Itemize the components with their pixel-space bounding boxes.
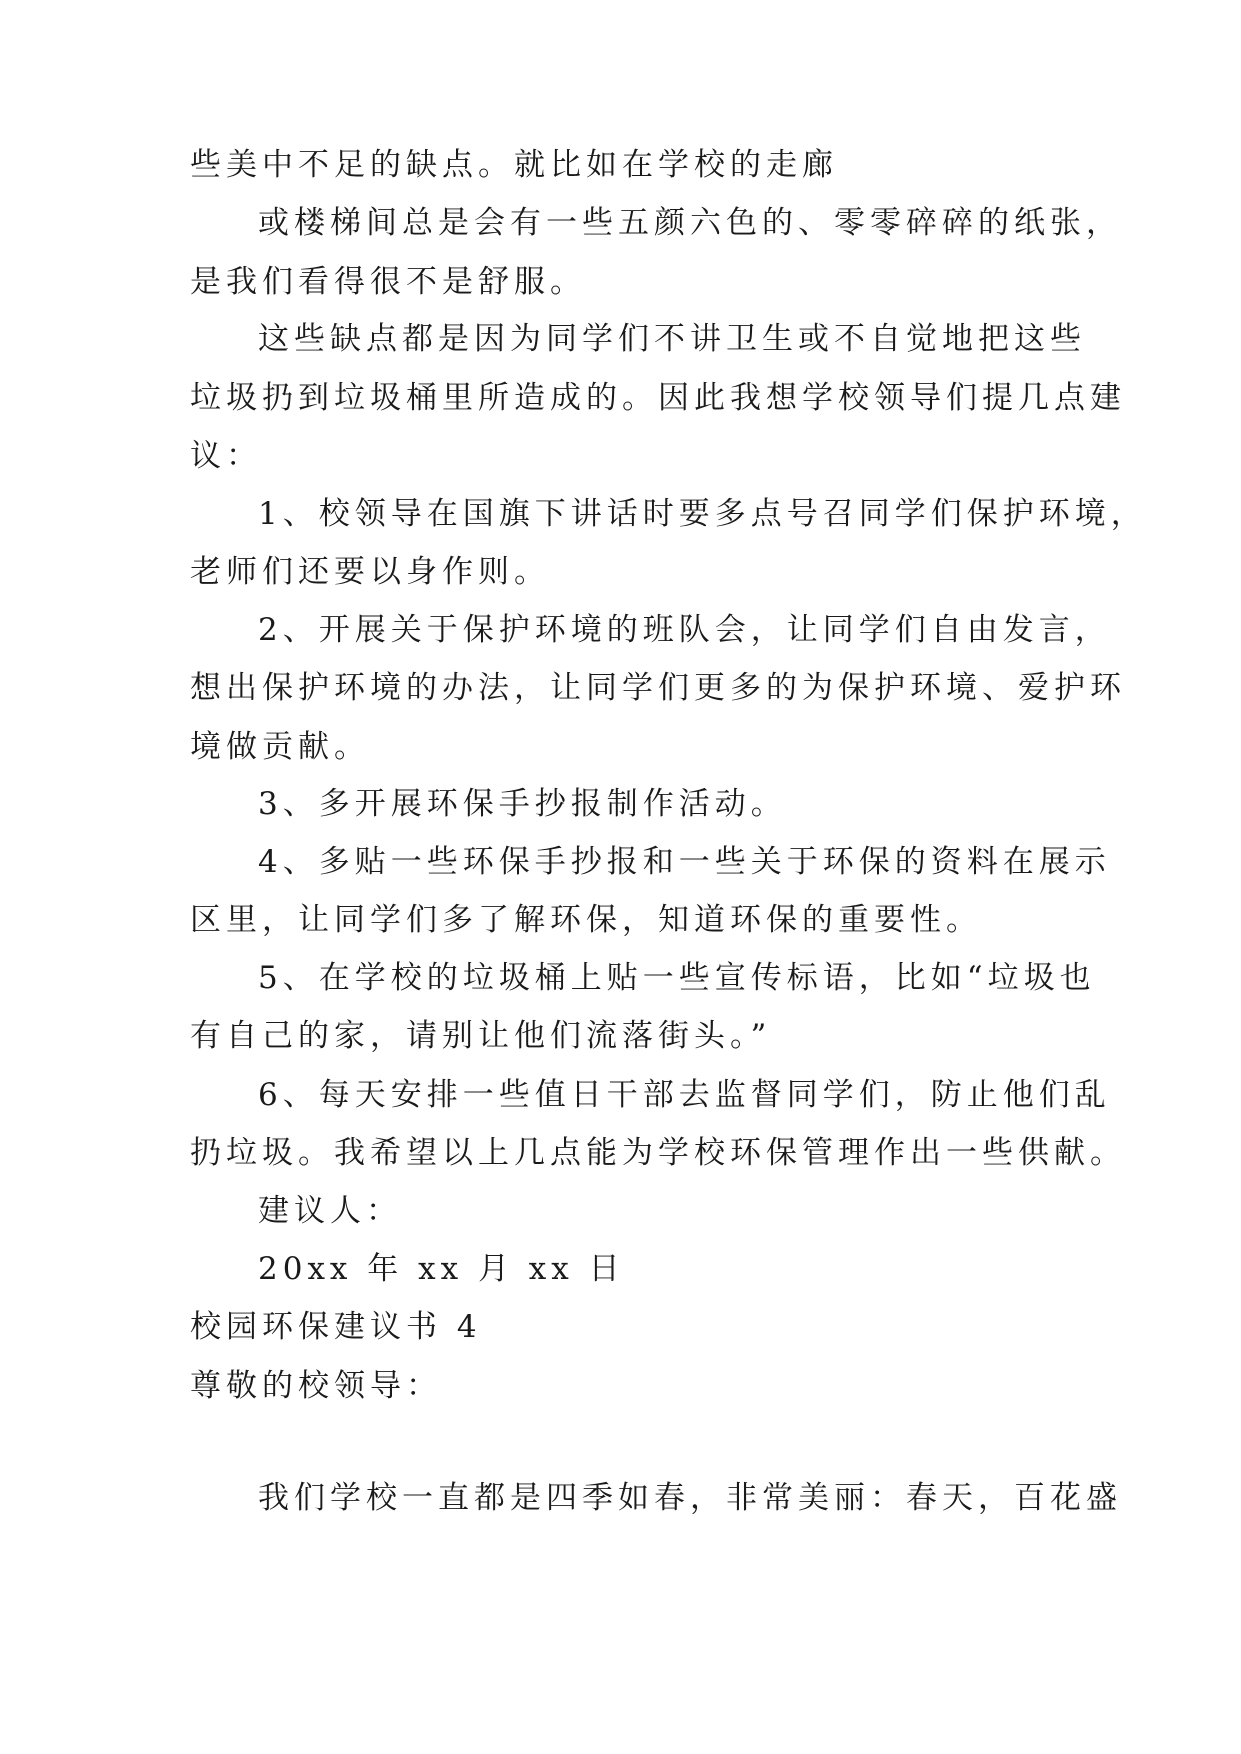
text-line: 5、在学校的垃圾桶上贴一些宣传标语，比如“垃圾也 <box>258 960 1096 996</box>
section-heading: 校园环保建议书 4 <box>190 1309 482 1345</box>
text-line: 是我们看得很不是舒服。 <box>190 264 586 300</box>
text-line: 我们学校一直都是四季如春，非常美丽：春天，百花盛 <box>258 1480 1122 1516</box>
text-line: 这些缺点都是因为同学们不讲卫生或不自觉地把这些 <box>258 321 1086 357</box>
text-line: 境做贡献。 <box>190 729 370 765</box>
text-line: 老师们还要以身作则。 <box>190 554 550 590</box>
text-line: 些美中不足的缺点。就比如在学校的走廊 <box>190 147 838 183</box>
text-line: 1、校领导在国旗下讲话时要多点号召同学们保护环境， <box>258 496 1147 532</box>
text-line: 20xx 年 xx 月 xx 日 <box>258 1251 625 1287</box>
text-line: 或楼梯间总是会有一些五颜六色的、零零碎碎的纸张， <box>258 205 1122 241</box>
text-line: 有自己的家，请别让他们流落街头。” <box>190 1018 772 1054</box>
text-line: 议： <box>190 438 262 474</box>
text-line: 6、每天安排一些值日干部去监督同学们，防止他们乱 <box>258 1077 1111 1113</box>
text-line: 4、多贴一些环保手抄报和一些关于环保的资料在展示 <box>258 844 1111 880</box>
text-line: 建议人： <box>258 1193 402 1229</box>
text-line: 扔垃圾。我希望以上几点能为学校环保管理作出一些供献。 <box>190 1135 1126 1171</box>
text-line: 2、开展关于保护环境的班队会，让同学们自由发言， <box>258 612 1111 648</box>
text-line: 垃圾扔到垃圾桶里所造成的。因此我想学校领导们提几点建 <box>190 380 1126 416</box>
text-line: 3、多开展环保手抄报制作活动。 <box>258 786 787 822</box>
salutation: 尊敬的校领导： <box>190 1368 442 1404</box>
text-line: 区里，让同学们多了解环保，知道环保的重要性。 <box>190 902 982 938</box>
text-line: 想出保护环境的办法，让同学们更多的为保护环境、爱护环 <box>190 670 1126 706</box>
